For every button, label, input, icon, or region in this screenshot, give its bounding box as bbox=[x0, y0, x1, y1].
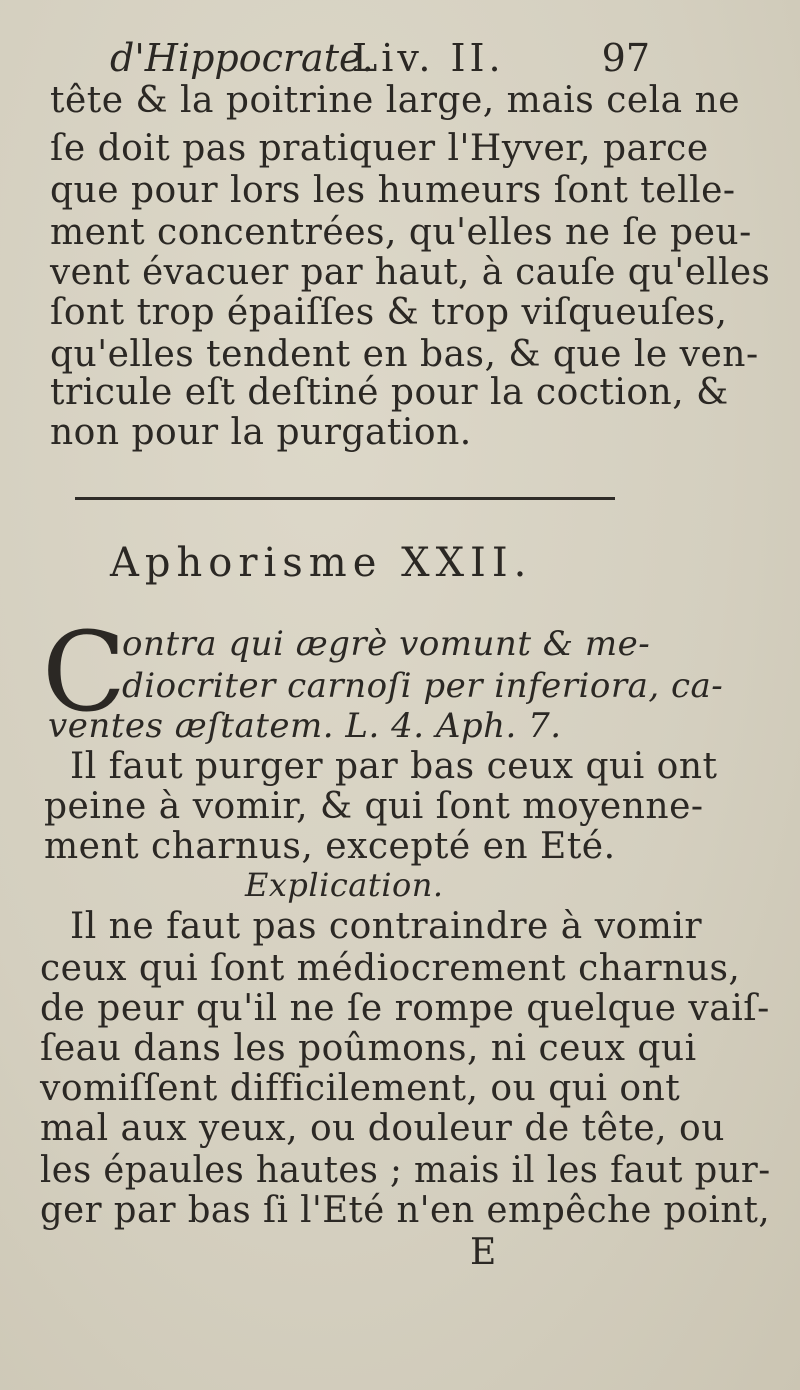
explication-line: ſeau dans les poûmons, ni ceux qui bbox=[40, 1028, 697, 1069]
text-line: ſe doit pas pratiquer l'Hyver, parce bbox=[50, 128, 709, 169]
book-number: Liv. II. bbox=[352, 36, 505, 80]
text-line: vent évacuer par haut, à cauſe qu'elles bbox=[50, 252, 771, 293]
running-title: d'Hippocrate. bbox=[110, 36, 374, 80]
translation-line: peine à vomir, & qui ſont moyenne- bbox=[44, 786, 704, 827]
explication-line: les épaules hautes ; mais il les faut pur- bbox=[40, 1150, 771, 1191]
text-line: ment concentrées, qu'elles ne ſe peu- bbox=[50, 212, 752, 253]
translation-line: ment charnus, excepté en Eté. bbox=[44, 826, 616, 867]
text-line: ſont trop épaiſſes & trop viſqueuſes, bbox=[50, 292, 728, 333]
latin-line: ventes æſtatem. L. 4. Aph. 7. bbox=[48, 706, 562, 746]
text-line: qu'elles tendent en bas, & que le ven- bbox=[50, 334, 759, 375]
signature-mark: E bbox=[470, 1232, 497, 1273]
explication-line: ger par bas ſi l'Eté n'en empêche point, bbox=[40, 1190, 771, 1231]
explication-line: mal aux yeux, ou douleur de tête, ou bbox=[40, 1108, 725, 1149]
explication-heading: Explication. bbox=[245, 866, 444, 904]
page-number: 97 bbox=[601, 36, 650, 80]
text-line: que pour lors les humeurs ſont telle- bbox=[50, 170, 736, 211]
aphorism-title: Aphorisme XXII. bbox=[110, 540, 533, 586]
latin-line: diocriter carnoſi per inferiora, ca- bbox=[122, 666, 724, 706]
explication-line: de peur qu'il ne ſe rompe quelque vaiſ- bbox=[40, 988, 770, 1029]
latin-line: ontra qui ægrè vomunt & me- bbox=[122, 624, 651, 664]
explication-line: Il ne faut pas contraindre à vomir bbox=[70, 906, 703, 947]
text-line: non pour la purgation. bbox=[50, 412, 472, 453]
drop-cap: C bbox=[42, 608, 127, 736]
text-line: tête & la poitrine large, mais cela ne bbox=[50, 80, 741, 121]
text-line: tricule eſt deſtiné pour la coction, & bbox=[50, 372, 729, 413]
translation-line: Il faut purger par bas ceux qui ont bbox=[70, 746, 718, 787]
explication-line: vomiſſent difficilement, ou qui ont bbox=[40, 1068, 681, 1109]
section-divider bbox=[75, 497, 615, 500]
page-header bbox=[110, 36, 650, 86]
explication-line: ceux qui ſont médiocrement charnus, bbox=[40, 948, 741, 989]
